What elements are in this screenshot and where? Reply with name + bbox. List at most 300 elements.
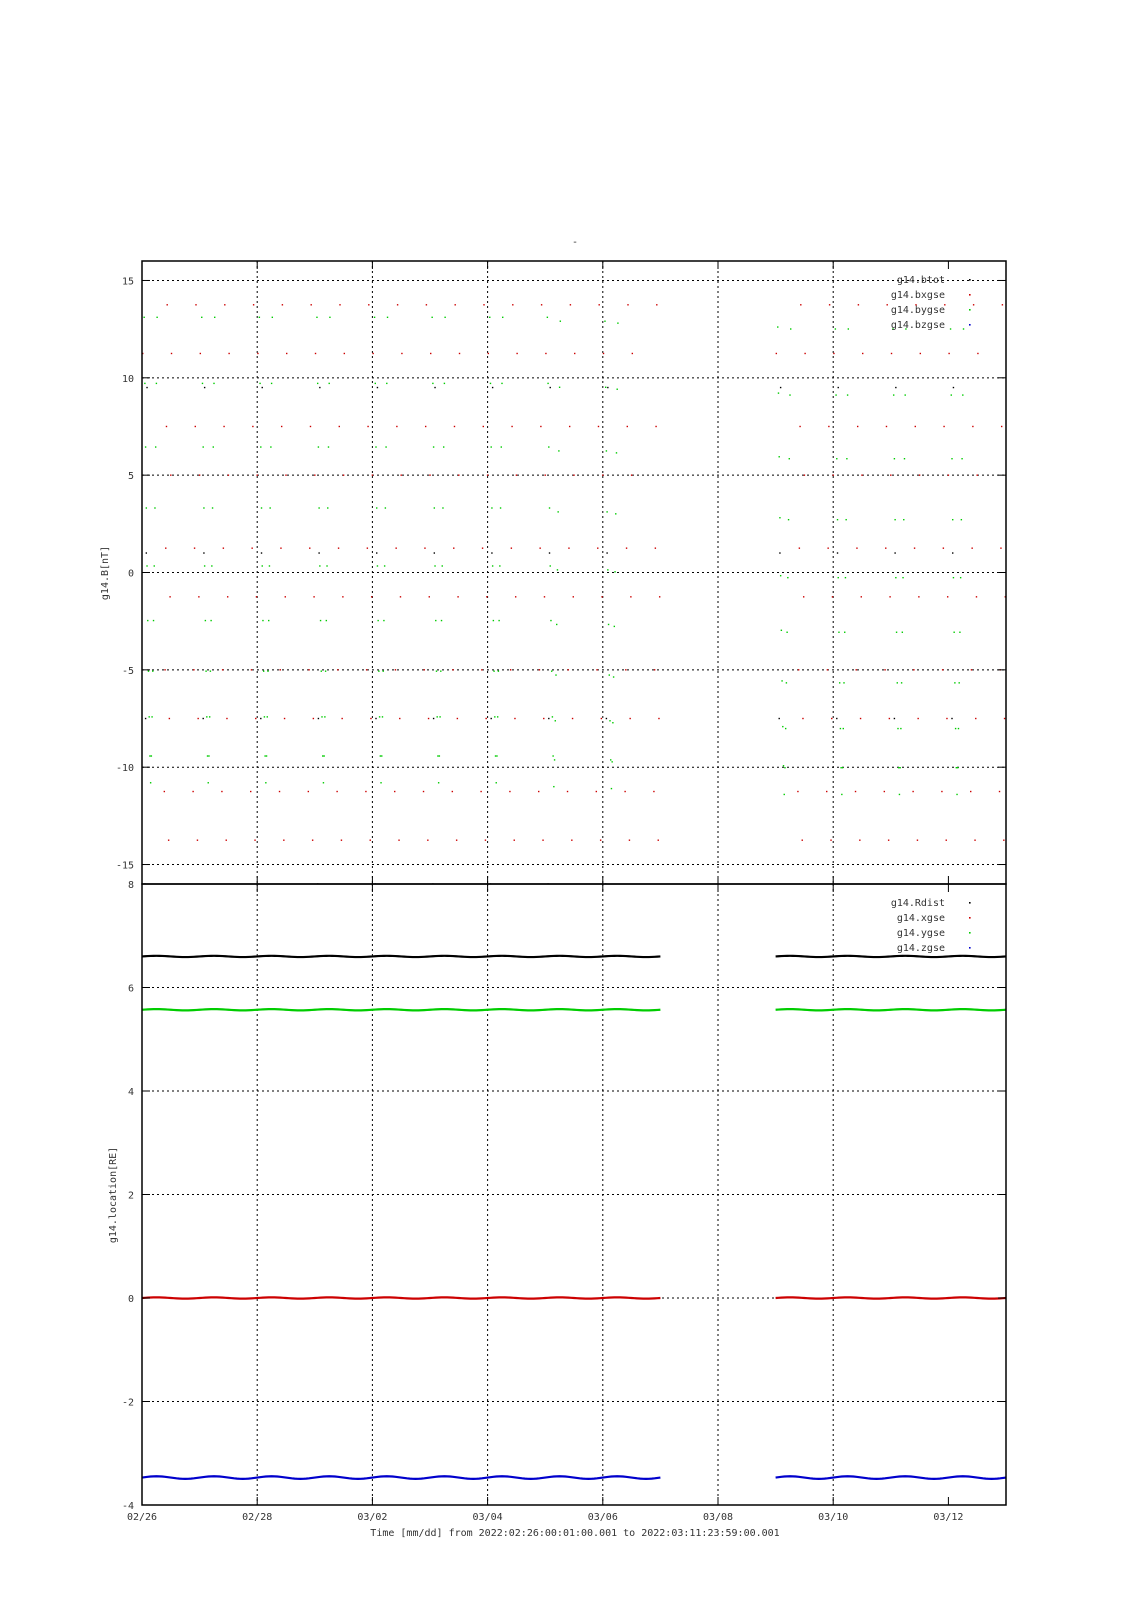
series-line-rdist <box>142 956 660 957</box>
bxgse-point <box>229 231 230 232</box>
bxgse-point <box>163 913 164 914</box>
bygse-point <box>843 728 844 729</box>
bxgse-point <box>947 596 948 597</box>
bxgse-point <box>603 353 604 354</box>
bygse-point <box>385 446 386 447</box>
bygse-point <box>617 322 618 323</box>
bygse-point <box>269 565 270 566</box>
bygse-point <box>841 794 842 795</box>
bxgse-point <box>604 231 605 232</box>
bygse-point <box>838 577 839 578</box>
bxgse-point <box>425 426 426 427</box>
bygse-point <box>149 755 150 756</box>
bygse-point <box>609 720 610 721</box>
bxgse-point <box>863 231 864 232</box>
bygse-point <box>329 383 330 384</box>
bxgse-point <box>223 547 224 548</box>
x-tick-label: 03/10 <box>818 1512 849 1523</box>
bxgse-point <box>654 669 655 670</box>
bygse-point <box>837 519 838 520</box>
bygse-point <box>436 670 437 671</box>
bxgse-point <box>883 913 884 914</box>
bygse-point <box>616 452 617 453</box>
bygse-point <box>432 383 433 384</box>
bygse-point <box>782 726 783 727</box>
bxgse-point <box>198 596 199 597</box>
bxgse-point <box>429 596 430 597</box>
bygse-point <box>559 387 560 388</box>
bygse-point <box>322 755 323 756</box>
bxgse-point <box>657 961 658 962</box>
bxgse-point <box>483 426 484 427</box>
bxgse-point <box>458 474 459 475</box>
bygse-point <box>267 670 268 671</box>
bygse-point <box>319 565 320 566</box>
bxgse-point <box>485 839 486 840</box>
bxgse-point <box>596 669 597 670</box>
bxgse-point <box>570 304 571 305</box>
bygse-point <box>377 565 378 566</box>
bxgse-point <box>197 718 198 719</box>
bxgse-point <box>341 718 342 719</box>
bygse-point <box>899 767 900 768</box>
bygse-point <box>377 620 378 621</box>
bxgse-point <box>309 547 310 548</box>
bxgse-point <box>480 791 481 792</box>
bygse-point <box>789 394 790 395</box>
bxgse-point <box>833 474 834 475</box>
bygse-point <box>848 328 849 329</box>
bxgse-point <box>568 669 569 670</box>
bygse-point <box>953 577 954 578</box>
bygse-point <box>431 317 432 318</box>
bxgse-point <box>569 426 570 427</box>
bygse-point <box>438 782 439 783</box>
bxgse-point <box>283 839 284 840</box>
bygse-point <box>498 620 499 621</box>
bxgse-point <box>537 913 538 914</box>
btot-point <box>204 387 205 388</box>
bygse-point <box>612 722 613 723</box>
bxgse-point <box>228 353 229 354</box>
bxgse-point <box>455 961 456 962</box>
bxgse-point <box>541 304 542 305</box>
bxgse-point <box>365 791 366 792</box>
series-line-ygse <box>776 1009 1006 1010</box>
bxgse-point <box>342 596 343 597</box>
bygse-point <box>439 755 440 756</box>
bygse-point <box>604 321 605 322</box>
bxgse-point <box>975 718 976 719</box>
x-tick-label: 03/04 <box>472 1512 503 1523</box>
bygse-point <box>143 317 144 318</box>
bygse-point <box>433 446 434 447</box>
bxgse-point <box>513 961 514 962</box>
bygse-point <box>953 632 954 633</box>
bxgse-point <box>571 839 572 840</box>
bygse-point <box>553 786 554 787</box>
bxgse-point <box>1001 426 1002 427</box>
bxgse-point <box>825 913 826 914</box>
x-tick-label: 02/28 <box>242 1512 273 1523</box>
bxgse-point <box>946 718 947 719</box>
bxgse-point <box>143 231 144 232</box>
bxgse-point <box>514 839 515 840</box>
bxgse-point <box>169 596 170 597</box>
bxgse-point <box>945 182 946 183</box>
bygse-point <box>213 383 214 384</box>
bygse-point <box>444 383 445 384</box>
bygse-point <box>210 670 211 671</box>
location-panel <box>108 880 1006 1512</box>
bxgse-point <box>545 353 546 354</box>
bxgse-point <box>826 791 827 792</box>
bxgse-point <box>861 596 862 597</box>
b-y-ticks <box>116 276 1006 871</box>
bygse-point <box>498 670 499 671</box>
bxgse-point <box>367 426 368 427</box>
legend-marker <box>969 932 971 934</box>
series-line-xgse <box>142 1297 660 1298</box>
btot-point <box>203 552 204 553</box>
bygse-point <box>501 383 502 384</box>
bxgse-point <box>920 231 921 232</box>
b-y-axis-label: g14.B[nT] <box>100 545 111 601</box>
bxgse-point <box>916 182 917 183</box>
bxgse-point <box>256 596 257 597</box>
bygse-point <box>781 630 782 631</box>
btot-point <box>781 221 782 222</box>
y-tick-label: -2 <box>121 1397 134 1409</box>
btot-point <box>262 387 263 388</box>
bxgse-point <box>973 304 974 305</box>
bxgse-point <box>601 718 602 719</box>
bxgse-point <box>974 182 975 183</box>
legend-marker <box>969 324 971 326</box>
bygse-point <box>835 394 836 395</box>
bygse-point <box>502 317 503 318</box>
bxgse-point <box>480 913 481 914</box>
btot-point <box>375 718 376 719</box>
bxgse-point <box>311 304 312 305</box>
bygse-point <box>494 716 495 717</box>
bygse-point <box>896 632 897 633</box>
bygse-point <box>790 328 791 329</box>
bxgse-point <box>336 913 337 914</box>
bxgse-point <box>602 474 603 475</box>
bygse-point <box>835 328 836 329</box>
bygse-point <box>897 728 898 729</box>
bxgse-point <box>166 426 167 427</box>
legend-marker <box>969 309 971 311</box>
legend-marker <box>969 947 971 949</box>
bygse-point <box>904 458 905 459</box>
bxgse-point <box>456 839 457 840</box>
bxgse-point <box>887 304 888 305</box>
bxgse-point <box>540 426 541 427</box>
bxgse-point <box>539 669 540 670</box>
bxgse-point <box>948 474 949 475</box>
bxgse-point <box>396 426 397 427</box>
bygse-point <box>378 670 379 671</box>
bxgse-point <box>543 718 544 719</box>
bygse-point <box>155 446 156 447</box>
bxgse-point <box>776 231 777 232</box>
bxgse-point <box>254 182 255 183</box>
bxgse-point <box>257 353 258 354</box>
bygse-point <box>549 507 550 508</box>
bxgse-point <box>514 718 515 719</box>
bygse-point <box>954 682 955 683</box>
bygse-point <box>847 394 848 395</box>
bygse-point <box>261 507 262 508</box>
bxgse-point <box>601 596 602 597</box>
bxgse-point <box>400 596 401 597</box>
bygse-point <box>614 571 615 572</box>
bxgse-point <box>798 669 799 670</box>
bxgse-point <box>451 913 452 914</box>
bxgse-point <box>600 839 601 840</box>
bxgse-point <box>804 353 805 354</box>
bxgse-point <box>856 547 857 548</box>
bygse-point <box>374 317 375 318</box>
bygse-point <box>491 507 492 508</box>
bxgse-point <box>828 426 829 427</box>
bygse-point <box>898 767 899 768</box>
bxgse-point <box>596 791 597 792</box>
bxgse-point <box>627 426 628 427</box>
bxgse-point <box>917 718 918 719</box>
bygse-point <box>959 632 960 633</box>
legend-label: g14.bygse <box>890 305 945 316</box>
bygse-point <box>846 458 847 459</box>
bxgse-point <box>943 547 944 548</box>
bygse-point <box>845 519 846 520</box>
bygse-point <box>260 446 261 447</box>
bxgse-point <box>800 304 801 305</box>
bxgse-point <box>282 961 283 962</box>
bygse-point <box>963 328 964 329</box>
bygse-point <box>209 716 210 717</box>
bygse-point <box>493 620 494 621</box>
bygse-point <box>781 680 782 681</box>
bygse-point <box>213 446 214 447</box>
bxgse-point <box>431 231 432 232</box>
bxgse-point <box>488 353 489 354</box>
bxgse-point <box>942 669 943 670</box>
bxgse-point <box>948 353 949 354</box>
bygse-point <box>899 794 900 795</box>
btot-point <box>203 718 204 719</box>
legend-marker <box>969 917 971 919</box>
bxgse-point <box>200 353 201 354</box>
bygse-point <box>321 670 322 671</box>
bxgse-point <box>195 426 196 427</box>
bxgse-point <box>949 231 950 232</box>
bxgse-point <box>827 669 828 670</box>
bxgse-point <box>339 304 340 305</box>
bxgse-point <box>832 596 833 597</box>
bxgse-point <box>512 304 513 305</box>
bygse-point <box>144 383 145 384</box>
bygse-point <box>379 716 380 717</box>
bygse-point <box>211 565 212 566</box>
bygse-point <box>608 624 609 625</box>
bygse-point <box>839 682 840 683</box>
bxgse-point <box>452 669 453 670</box>
bxgse-point <box>169 718 170 719</box>
bxgse-point <box>313 596 314 597</box>
bxgse-point <box>344 231 345 232</box>
bxgse-point <box>430 353 431 354</box>
bygse-point <box>154 507 155 508</box>
bygse-point <box>153 620 154 621</box>
btot-point <box>606 552 607 553</box>
btot-point <box>262 221 263 222</box>
bygse-point <box>437 716 438 717</box>
bygse-point <box>611 788 612 789</box>
loc-y-axis-label: g14.location[RE] <box>108 1146 119 1244</box>
btot-point <box>549 552 550 553</box>
bygse-point <box>264 755 265 756</box>
bxgse-point <box>164 791 165 792</box>
bygse-point <box>845 577 846 578</box>
bygse-point <box>148 670 149 671</box>
bxgse-point <box>192 913 193 914</box>
bygse-point <box>609 674 610 675</box>
bxgse-point <box>885 547 886 548</box>
bygse-point <box>439 716 440 717</box>
bxgse-point <box>164 669 165 670</box>
bxgse-point <box>598 426 599 427</box>
bxgse-point <box>805 231 806 232</box>
bygse-point <box>435 620 436 621</box>
bygse-point <box>147 620 148 621</box>
bxgse-point <box>567 791 568 792</box>
bygse-point <box>560 321 561 322</box>
legend-marker <box>969 902 971 904</box>
bxgse-point <box>197 839 198 840</box>
bxgse-point <box>913 669 914 670</box>
bygse-point <box>490 383 491 384</box>
bxgse-point <box>804 474 805 475</box>
bygse-point <box>606 511 607 512</box>
bxgse-point <box>803 596 804 597</box>
bygse-point <box>558 450 559 451</box>
bxgse-point <box>974 839 975 840</box>
bygse-point <box>259 317 260 318</box>
bxgse-point <box>487 474 488 475</box>
bygse-point <box>207 755 208 756</box>
bxgse-point <box>424 547 425 548</box>
y-tick-label: -15 <box>115 860 134 872</box>
bxgse-point <box>830 839 831 840</box>
btot-point <box>951 718 952 719</box>
bxgse-point <box>336 791 337 792</box>
bygse-point <box>952 519 953 520</box>
bygse-point <box>146 507 147 508</box>
bxgse-point <box>370 718 371 719</box>
bxgse-point <box>253 304 254 305</box>
bxgse-point <box>286 353 287 354</box>
bxgse-point <box>946 839 947 840</box>
series-line-ygse <box>142 1009 660 1010</box>
bygse-point <box>150 782 151 783</box>
bygse-point <box>267 716 268 717</box>
bxgse-point <box>196 182 197 183</box>
bxgse-point <box>624 791 625 792</box>
bxgse-point <box>545 474 546 475</box>
bxgse-point <box>172 231 173 232</box>
bxgse-point <box>422 913 423 914</box>
bygse-point <box>318 507 319 508</box>
bxgse-point <box>515 596 516 597</box>
btot-point <box>953 387 954 388</box>
bygse-point <box>146 565 147 566</box>
bygse-point <box>605 387 606 388</box>
bygse-point <box>788 519 789 520</box>
bxgse-point <box>977 474 978 475</box>
bygse-point <box>384 565 385 566</box>
bxgse-point <box>802 718 803 719</box>
bygse-point <box>497 716 498 717</box>
bygse-point <box>496 782 497 783</box>
bxgse-point <box>574 353 575 354</box>
bxgse-point <box>999 791 1000 792</box>
bygse-point <box>202 383 203 384</box>
bygse-point <box>951 458 952 459</box>
y-tick-label: -4 <box>121 1501 134 1512</box>
bxgse-point <box>888 839 889 840</box>
bxgse-point <box>485 718 486 719</box>
bxgse-point <box>802 839 803 840</box>
bygse-point <box>843 682 844 683</box>
bxgse-point <box>511 426 512 427</box>
legend-label: g14.bxgse <box>890 290 945 301</box>
bxgse-point <box>972 426 973 427</box>
bxgse-point <box>250 791 251 792</box>
bxgse-point <box>572 718 573 719</box>
bygse-point <box>556 624 557 625</box>
bxgse-point <box>457 718 458 719</box>
bygse-point <box>323 755 324 756</box>
bygse-point <box>201 317 202 318</box>
bygse-point <box>778 392 779 393</box>
bxgse-point <box>861 474 862 475</box>
bygse-point <box>434 565 435 566</box>
bygse-point <box>786 632 787 633</box>
bxgse-point <box>516 474 517 475</box>
bxgse-point <box>918 596 919 597</box>
bxgse-point <box>199 474 200 475</box>
bxgse-point <box>630 596 631 597</box>
page-title: - <box>571 237 579 248</box>
bygse-point <box>958 728 959 729</box>
bxgse-point <box>854 913 855 914</box>
legend-label: g14.bzgse <box>890 320 945 331</box>
bxgse-point <box>917 839 918 840</box>
bxgse-point <box>251 669 252 670</box>
bxgse-point <box>573 596 574 597</box>
bxgse-point <box>858 182 859 183</box>
bxgse-point <box>511 547 512 548</box>
bxgse-point <box>426 304 427 305</box>
bxgse-point <box>626 547 627 548</box>
bxgse-point <box>858 304 859 305</box>
bxgse-point <box>226 839 227 840</box>
x-ticks <box>127 1512 964 1523</box>
bygse-point <box>557 569 558 570</box>
